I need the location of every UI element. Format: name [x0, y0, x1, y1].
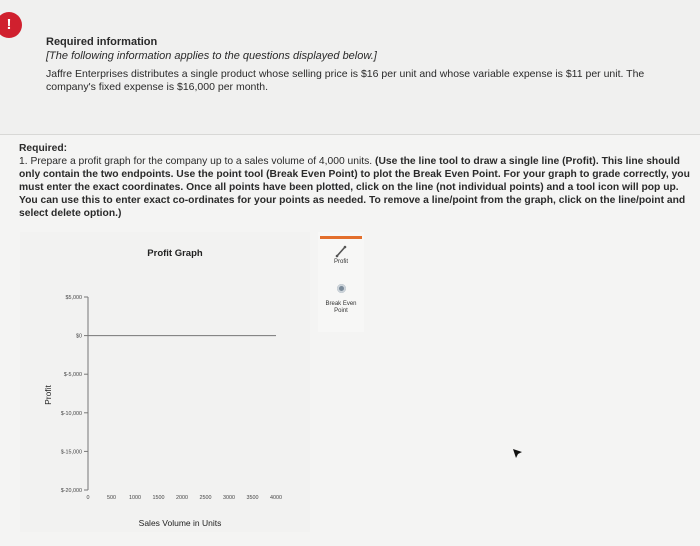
part1-instructions: (Use the line tool to draw a single line (Profit). This line should only contain the two endpoints. Use the point tool (Break Even Point) to plot the Break Even Point. For your graph to grade correctly, you must enter the exact coordinates. Once all points have been plotted, click on the line (not individual points) and a tool icon will pop up. You can use this to enter exact co-ordinates for your points as needed. To remove a line/point from the graph, click on the line/point and select delete option.): [19, 156, 690, 219]
info-note: [The following information applies to the questions displayed below.]: [46, 50, 377, 62]
y-tick-label: $-15,000: [60, 449, 82, 456]
x-tick-label: 1000: [129, 495, 141, 501]
x-tick-label: 1500: [152, 495, 165, 501]
required-heading: Required:: [19, 143, 68, 154]
mouse-cursor-icon: [512, 448, 524, 460]
y-tick-label: $-20,000: [60, 488, 82, 494]
break-even-tool-label-2[interactable]: Point: [334, 308, 348, 314]
x-tick-label: 3000: [223, 495, 235, 501]
chart-title: Profit Graph: [147, 248, 203, 259]
x-tick-label: 0: [86, 495, 90, 501]
drawing-tools-panel: [318, 232, 364, 332]
x-tick-label: 4000: [270, 495, 282, 501]
x-tick-label: 2000: [176, 495, 188, 501]
x-tick-label: 3500: [246, 495, 259, 501]
tools-accent-bar: [320, 236, 362, 239]
y-axis-label: Profit: [43, 385, 53, 405]
x-tick-label: 2500: [199, 495, 212, 501]
profit-tool-label[interactable]: Profit: [333, 259, 348, 265]
break-even-tool-label-1[interactable]: Break Even: [325, 301, 357, 307]
point-tool-icon[interactable]: [337, 284, 346, 293]
y-tick-label: $-5,000: [63, 372, 82, 379]
y-tick-label: $-10,000: [60, 410, 82, 417]
info-title: Required information: [46, 36, 158, 48]
y-tick-label: $0: [76, 333, 82, 340]
x-tick-label: 500: [107, 495, 116, 501]
x-axis-label: Sales Volume in Units: [138, 518, 222, 528]
line-tool-icon[interactable]: [334, 244, 348, 258]
info-text: Jaffre Enterprises distributes a single product whose selling price is $16 per unit and whose variable expense is $11 per unit. The company's fixed expense is $16,000 per month.: [46, 68, 645, 93]
y-tick-label: $5,000: [65, 295, 82, 301]
part1-text: 1. Prepare a profit graph for the company up to a sales volume of 4,000 units.: [19, 156, 376, 167]
exclamation-alert-icon: !: [0, 12, 22, 38]
